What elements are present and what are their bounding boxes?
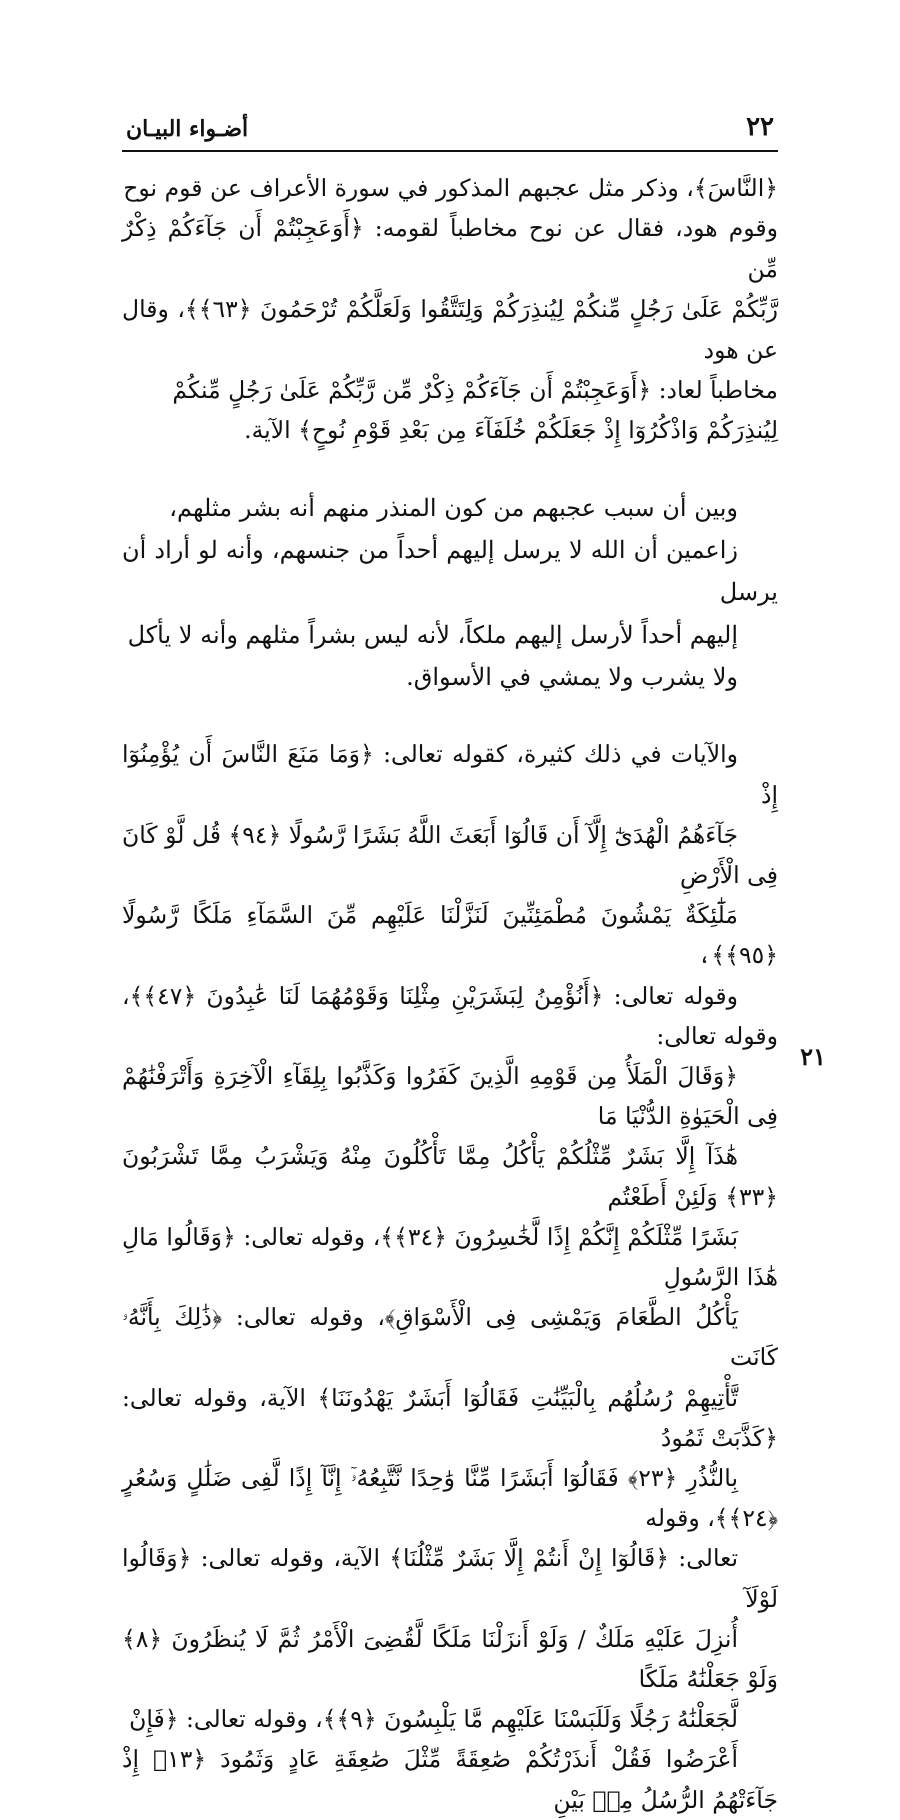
- text-line: ولا يشرب ولا يمشي في الأسواق.: [406, 663, 738, 692]
- text-line: وقوله تعالى: ﴿أَنُؤْمِنُ لِبَشَرَيْنِ مِثْلِنَا وَقَوْمُهُمَا لَنَا عَٰبِدُونَ ﴿٤٧﴾﴾، وقوله تعالى:: [122, 981, 778, 1050]
- paragraph-3: [122, 734, 778, 1819]
- text-line: وبين أن سبب عجبهم من كون المنذر منهم أنه بشر مثلهم،: [169, 493, 738, 522]
- text-line: أُنزِلَ عَلَيْهِ مَلَكٌ / وَلَوْ أَنزَلْنَا مَلَكًا لَّقُضِىَ الْأَمْرُ ثُمَّ لَا يُنظَرُونَ ﴿٨﴾ وَلَوْ جَعَلْنَٰهُ مَلَكًا: [122, 1624, 778, 1693]
- text-line: مَلَٰٓئِكَةٌ يَمْشُونَ مُطْمَئِنِّينَ لَنَزَّلْنَا عَلَيْهِم مِّنَ السَّمَآءِ مَلَكًا رَّسُولًا ﴿٩٥﴾﴾،: [122, 901, 778, 970]
- page-number: ٢٢: [746, 112, 774, 142]
- text-line: زاعمين أن الله لا يرسل إليهم أحداً من جنسهم، وأنه لو أراد أن يرسل: [122, 536, 778, 607]
- text-line: ﴿وَقَالَ الْمَلَأُ مِن قَوْمِهِ الَّذِينَ كَفَرُوا وَكَذَّبُوا بِلِقَآءِ الْآخِرَةِ وَأَتْرَفْنَٰهُمْ فِى الْحَيَوٰةِ الدُّنْيَا مَا: [122, 1061, 778, 1131]
- page-body: [122, 168, 778, 1820]
- text-line: تعالى: ﴿قَالُوٓا إِنْ أَنتُمْ إِلَّا بَشَرٌ مِّثْلُنَا﴾ الآية، وقوله تعالى: ﴿وَقَالُوا لَوْلَآ: [122, 1544, 778, 1613]
- text-line: وقوم هود، فقال عن نوح مخاطباً لقومه: ﴿أَوَعَجِبْتُمْ أَن جَآءَكُمْ ذِكْرٌ مِّن: [122, 214, 778, 283]
- text-line: يَأْكُلُ الطَّعَامَ وَيَمْشِى فِى الْأَسْوَاقِ﴾، وقوله تعالى: ﴿ذَٰلِكَ بِأَنَّهُۥ كَانَت: [122, 1303, 778, 1372]
- header-rule: [122, 150, 778, 152]
- text-line: هَٰذَآ إِلَّا بَشَرٌ مِّثْلُكُمْ يَأْكُلُ مِمَّا تَأْكُلُونَ مِنْهُ وَيَشْرَبُ مِمَّا تَشْرَبُونَ ﴿٣٣﴾ وَلَئِنْ أَطَعْتُم: [122, 1142, 778, 1211]
- text-line: لَّجَعَلْنَٰهُ رَجُلًا وَلَلَبَسْنَا عَلَيْهِم مَّا يَلْبِسُونَ ﴿٩﴾﴾، وقوله تعالى: ﴿فَإِنْ: [129, 1705, 738, 1734]
- paragraph-2: [122, 487, 778, 698]
- text-line: ﴿النَّاسَ﴾، وذكر مثل عجبهم المذكور في سورة الأعراف عن قوم نوح: [123, 174, 778, 202]
- text-line: مخاطباً لعاد: ﴿أَوَعَجِبْتُمْ أَن جَآءَكُمْ ذِكْرٌ مِّن رَّبِّكُمْ عَلَىٰ رَجُلٍ مِّنكُمْ: [172, 376, 778, 405]
- text-line: رَّبِّكُمْ عَلَىٰ رَجُلٍ مِّنكُمْ لِيُنذِرَكُمْ وَلِتَتَّقُوا وَلَعَلَّكُمْ تُرْحَمُونَ ﴿٦٣﴾﴾، وقال عن هود: [122, 295, 778, 364]
- paragraph-1: [122, 168, 778, 451]
- text-line: لِيُنذِرَكُمْ وَاذْكُرُوٓا إِذْ جَعَلَكُمْ خُلَفَآءَ مِن بَعْدِ قَوْمِ نُوحٍ﴾ الآية.: [244, 416, 778, 445]
- text-line: أَعْرَضُوا فَقُلْ أَنذَرْتُكُمْ صَٰعِقَةً مِّثْلَ صَٰعِقَةِ عَادٍ وَثَمُودَ ﴿١٣﴾ إِذْ جَآءَتْهُمُ الرُّسُلُ مِنۢ بَيْنِ: [122, 1745, 778, 1814]
- book-title: أضـواء البيـان: [126, 116, 249, 142]
- text-line: بِالنُّذُرِ ﴿٢٣﴾ فَقَالُوٓا أَبَشَرًا مِّنَّا وَٰحِدًا نَّتَّبِعُهُۥٓ إِنَّآ إِذًا لَّفِى ضَلَٰلٍ وَسُعُرٍ ﴿٢٤﴾﴾، وقوله: [122, 1463, 778, 1533]
- text-line: جَآءَهُمُ الْهُدَىٰٓ إِلَّآ أَن قَالُوٓا أَبَعَثَ اللَّهُ بَشَرًا رَّسُولًا ﴿٩٤﴾ قُل لَّوْ كَانَ فِى الْأَرْضِ: [122, 820, 778, 889]
- margin-page-marker: ٢١: [800, 1042, 826, 1071]
- text-line: إليهم أحداً لأرسل إليهم ملكاً، لأنه ليس بشراً مثلهم وأنه لا يأكل: [127, 620, 738, 649]
- text-line: بَشَرًا مِّثْلَكُمْ إِنَّكُمْ إِذًا لَّخَٰسِرُونَ ﴿٣٤﴾﴾، وقوله تعالى: ﴿وَقَالُوا مَالِ هَٰذَا الرَّسُولِ: [122, 1222, 778, 1291]
- page-header: [122, 110, 778, 146]
- text-line: تَّأْتِيهِمْ رُسُلُهُم بِالْبَيِّنَٰتِ فَقَالُوٓا أَبَشَرٌ يَهْدُونَنَا﴾ الآية، وقوله تعالى: ﴿كَذَّبَتْ ثَمُودُ: [122, 1383, 778, 1452]
- text-line: والآيات في ذلك كثيرة، كقوله تعالى: ﴿وَمَا مَنَعَ النَّاسَ أَن يُؤْمِنُوٓا إِذْ: [122, 740, 778, 809]
